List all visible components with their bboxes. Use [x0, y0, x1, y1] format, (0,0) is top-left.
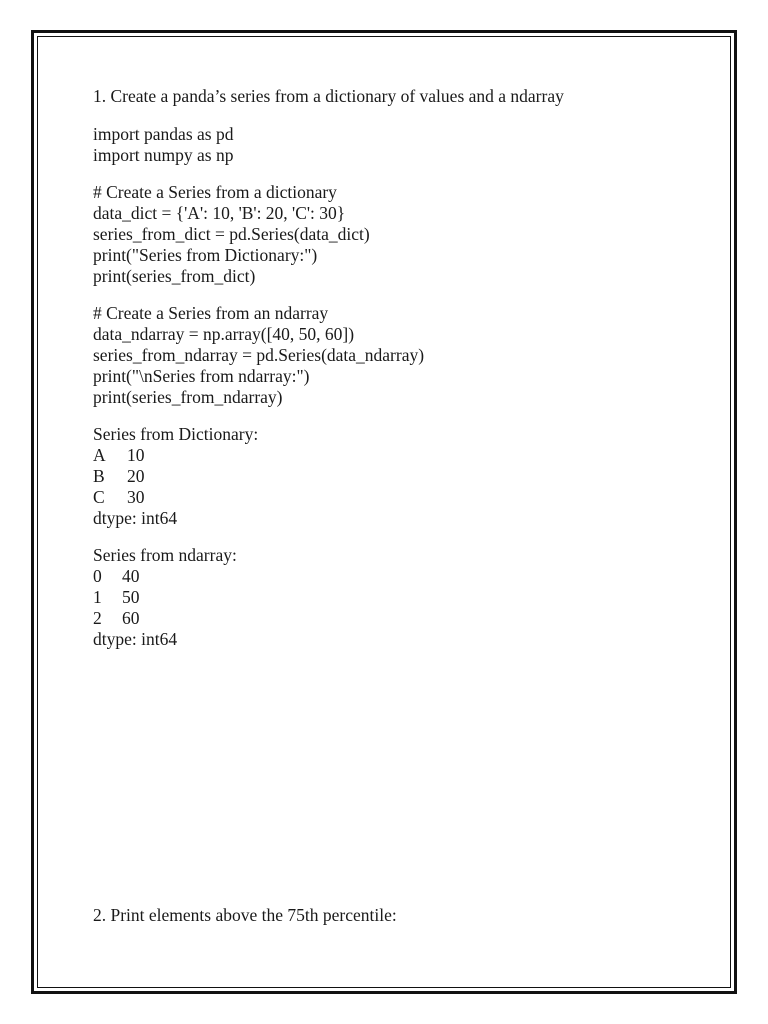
output-value: 30: [127, 487, 145, 507]
output-row: [93, 445, 693, 466]
output-index: 2: [93, 608, 102, 628]
code-line: print("\nSeries from ndarray:"): [93, 366, 310, 386]
output-index: 1: [93, 587, 102, 607]
output-value: 50: [122, 587, 140, 607]
output-dtype: dtype: int64: [93, 629, 178, 649]
code-line: print(series_from_ndarray): [93, 387, 283, 407]
document-content: [93, 86, 693, 666]
code-line: data_dict = {'A': 10, 'B': 20, 'C': 30}: [93, 203, 346, 223]
code-line: import pandas as pd: [93, 124, 234, 144]
output-value: 20: [127, 466, 145, 486]
output-index: B: [93, 466, 105, 486]
output-row: [93, 587, 693, 608]
section-2-heading: 2. Print elements above the 75th percentile:: [93, 905, 397, 925]
output-dtype: dtype: int64: [93, 508, 178, 528]
code-line: print(series_from_dict): [93, 266, 256, 286]
dict-output-block: [93, 424, 693, 529]
code-comment: # Create a Series from a dictionary: [93, 182, 337, 202]
output-index: C: [93, 487, 105, 507]
code-line: import numpy as np: [93, 145, 234, 165]
output-index: 0: [93, 566, 102, 586]
imports-code-block: [93, 124, 693, 166]
ndarray-code-block: [93, 303, 693, 408]
code-line: series_from_ndarray = pd.Series(data_ndarray): [93, 345, 425, 365]
output-row: [93, 608, 693, 629]
code-comment: # Create a Series from an ndarray: [93, 303, 329, 323]
output-title: Series from ndarray:: [93, 545, 237, 565]
output-row: [93, 487, 693, 508]
ndarray-output-block: [93, 545, 693, 650]
output-row: [93, 566, 693, 587]
output-title: Series from Dictionary:: [93, 424, 259, 444]
output-value: 10: [127, 445, 145, 465]
output-index: A: [93, 445, 106, 465]
dict-code-block: [93, 182, 693, 287]
code-line: series_from_dict = pd.Series(data_dict): [93, 224, 370, 244]
output-value: 60: [122, 608, 140, 628]
code-line: data_ndarray = np.array([40, 50, 60]): [93, 324, 355, 344]
output-row: [93, 466, 693, 487]
section-1-heading: 1. Create a panda’s series from a dictionary of values and a ndarray: [93, 86, 564, 106]
code-line: print("Series from Dictionary:"): [93, 245, 318, 265]
output-value: 40: [122, 566, 140, 586]
